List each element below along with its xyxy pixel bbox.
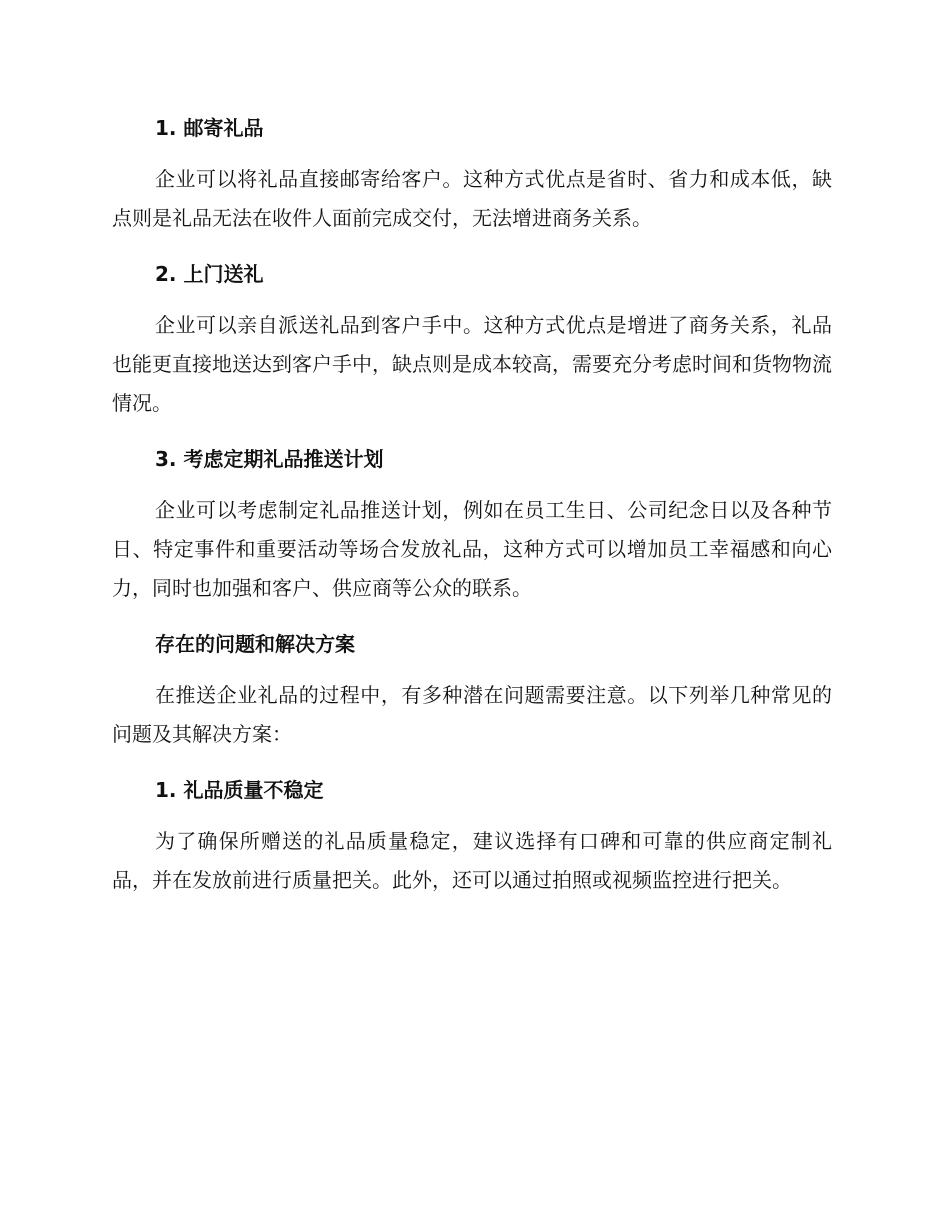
section-heading-unstable-quality: 1. 礼品质量不稳定 bbox=[155, 778, 324, 802]
paragraph-unstable-quality: 为了确保所赠送的礼品质量稳定，建议选择有口碑和可靠的供应商定制礼品，并在发放前进行质量把关。此外，还可以通过拍照或视频监控进行把关。 bbox=[112, 829, 832, 892]
paragraph-problems-solutions: 在推送企业礼品的过程中，有多种潜在问题需要注意。以下列举几种常见的问题及其解决方案： bbox=[112, 683, 832, 746]
paragraph-scheduled-plan: 企业可以考虑制定礼品推送计划，例如在员工生日、公司纪念日以及各种节日、特定事件和重要活动等场合发放礼品，这种方式可以增加员工幸福感和向心力，同时也加强和客户、供应商等公众的联系。 bbox=[112, 498, 832, 600]
section-heading-problems-solutions: 存在的问题和解决方案 bbox=[155, 632, 355, 656]
section-heading-door-delivery: 2. 上门送礼 bbox=[155, 262, 264, 286]
paragraph-mail-gifts: 企业可以将礼品直接邮寄给客户。这种方式优点是省时、省力和成本低，缺点则是礼品无法在收件人面前完成交付，无法增进商务关系。 bbox=[112, 167, 832, 230]
section-heading-mail-gifts: 1. 邮寄礼品 bbox=[155, 116, 264, 140]
document-body bbox=[112, 110, 832, 918]
section-heading-scheduled-plan: 3. 考虑定期礼品推送计划 bbox=[155, 447, 384, 471]
paragraph-door-delivery: 企业可以亲自派送礼品到客户手中。这种方式优点是增进了商务关系，礼品也能更直接地送达到客户手中，缺点则是成本较高，需要充分考虑时间和货物物流情况。 bbox=[112, 313, 832, 415]
